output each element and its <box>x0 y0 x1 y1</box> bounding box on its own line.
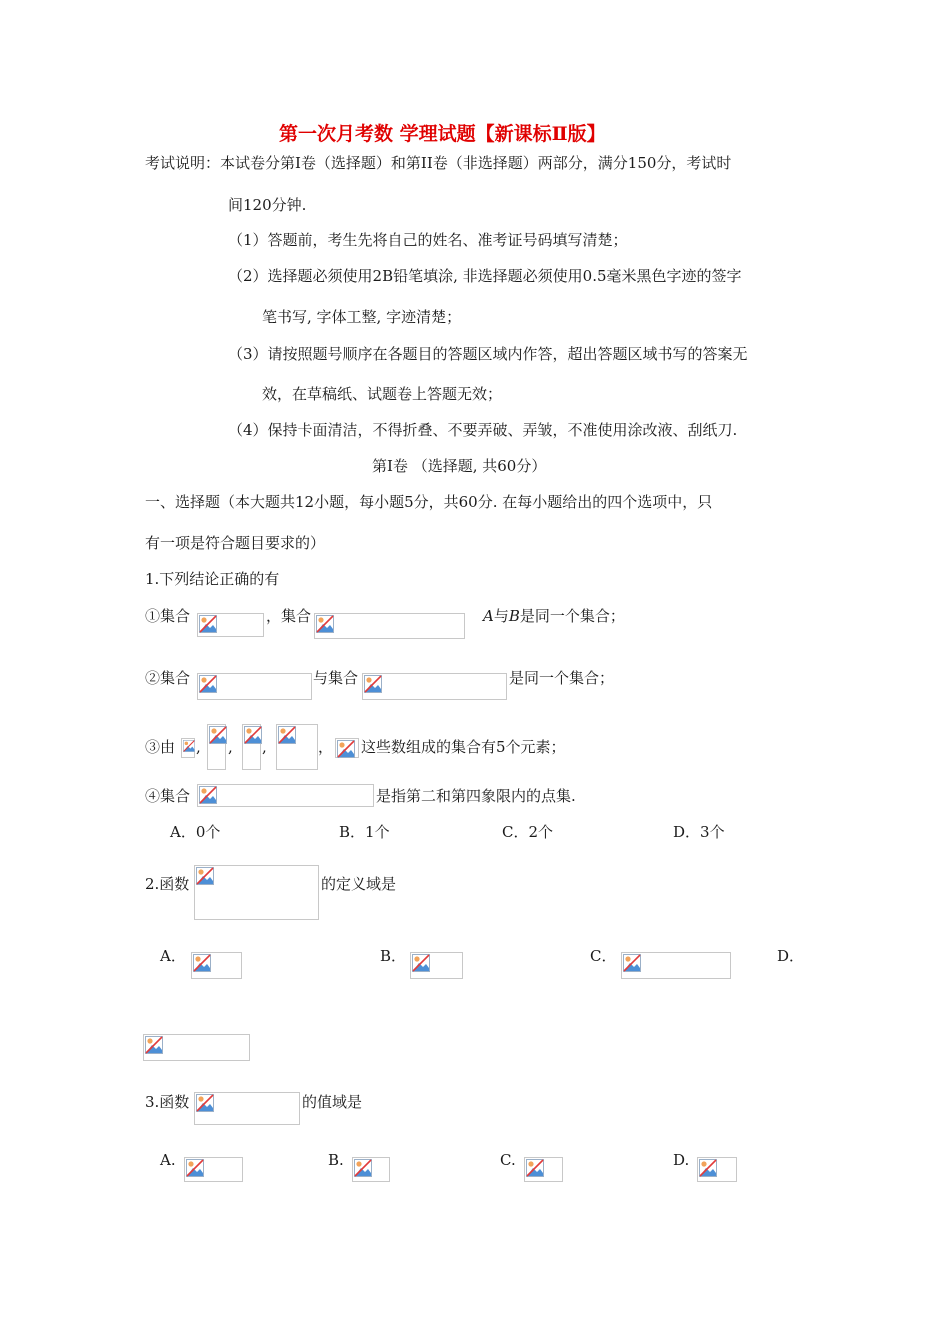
broken-image-icon <box>623 954 641 972</box>
formula-image <box>352 1157 390 1182</box>
q2-prefix: 2.函数 <box>145 875 190 893</box>
broken-image-icon <box>278 726 296 744</box>
broken-image-icon <box>183 740 195 752</box>
broken-image-icon <box>199 675 217 693</box>
page-title: 第一次月考数 学理试题【新课标Ⅱ版】 <box>279 123 606 145</box>
q1-s2-mid: 与集合 <box>313 669 359 687</box>
q1-s4-prefix: ④集合 <box>145 787 191 805</box>
broken-image-icon <box>526 1159 544 1177</box>
q2-option-a: A． <box>160 947 186 965</box>
question-1-stem: 1.下列结论正确的有 <box>145 570 280 588</box>
q3-option-b: B. <box>328 1151 344 1169</box>
broken-image-icon <box>354 1159 372 1177</box>
broken-image-icon <box>196 867 214 885</box>
formula-image <box>697 1157 737 1182</box>
formula-image <box>207 724 226 770</box>
broken-image-icon <box>196 1094 214 1112</box>
q3-suffix: 的值域是 <box>302 1093 363 1111</box>
instruction-item-2a: （2）选择题必须使用2B铅笔填涂, 非选择题必须使用0.5毫米黑色字迹的签字 <box>228 267 742 285</box>
q2-option-b: B． <box>380 947 407 965</box>
formula-image <box>524 1157 563 1182</box>
q1-s2-suffix: 是同一个集合； <box>509 669 615 687</box>
formula-image <box>197 784 374 807</box>
q3-prefix: 3.函数 <box>145 1093 190 1111</box>
q2-suffix: 的定义域是 <box>321 875 397 893</box>
formula-image <box>197 673 312 700</box>
formula-image <box>191 952 242 979</box>
broken-image-icon <box>337 740 355 758</box>
q1-s2-prefix: ②集合 <box>145 669 191 687</box>
formula-image <box>335 738 359 758</box>
formula-image <box>621 952 731 979</box>
instruction-item-1: （1）答题前，考生先将自己的姓名、准考证号码填写清楚； <box>228 231 628 249</box>
q2-option-c: C． <box>590 947 617 965</box>
instruction-item-4: （4）保持卡面清洁，不得折叠、不要弄破、弄皱，不准使用涂改液、刮纸刀. <box>228 421 738 439</box>
q1-s4-suffix: 是指第二和第四象限内的点集. <box>376 787 576 805</box>
broken-image-icon <box>145 1036 163 1054</box>
broken-image-icon <box>699 1159 717 1177</box>
formula-image <box>194 1092 300 1125</box>
broken-image-icon <box>244 726 262 744</box>
comma: ， <box>318 738 334 756</box>
section-intro-1: 一、选择题（本大题共12小题，每小题5分，共60分. 在每小题给出的四个选项中，只 <box>145 493 713 511</box>
formula-image <box>314 613 465 639</box>
formula-image <box>184 1157 243 1182</box>
broken-image-icon <box>364 675 382 693</box>
broken-image-icon <box>316 615 334 633</box>
var-b: B <box>508 607 520 625</box>
comma: , <box>228 738 233 756</box>
section-heading: 第Ⅰ卷 （选择题, 共60分） <box>372 457 547 475</box>
q1-s1-suffix: 是同一个集合； <box>519 607 625 625</box>
formula-image <box>194 865 319 920</box>
broken-image-icon <box>199 615 217 633</box>
broken-image-icon <box>193 954 211 972</box>
broken-image-icon <box>209 726 227 744</box>
formula-image <box>276 724 318 770</box>
formula-image <box>143 1034 250 1061</box>
and-word: 与 <box>493 607 509 625</box>
q1-s3-prefix: ③由 <box>145 738 176 756</box>
broken-image-icon <box>186 1159 204 1177</box>
formula-image <box>410 952 463 979</box>
formula-image <box>197 613 264 637</box>
q3-option-a: A. <box>160 1151 176 1169</box>
instruction-item-2b: 笔书写, 字体工整, 字迹清楚； <box>262 308 462 326</box>
instruction-item-3b: 效，在草稿纸、试题卷上答题无效； <box>262 385 503 403</box>
broken-image-icon <box>199 786 217 804</box>
q1-s3-suffix: 这些数组成的集合有5个元素； <box>361 738 566 756</box>
formula-image <box>181 738 195 758</box>
var-a: A <box>483 607 494 625</box>
q3-option-c: C. <box>500 1151 516 1169</box>
instruction-item-3a: （3）请按照题号顺序在各题目的答题区域内作答，超出答题区域书写的答案无 <box>228 345 748 363</box>
q1-option-c: C．2个 <box>502 823 554 841</box>
formula-image <box>362 673 507 700</box>
q1-s1-mid: ，集合 <box>266 607 312 625</box>
q3-option-d: D. <box>673 1151 690 1169</box>
q2-option-d: D． <box>777 947 805 965</box>
formula-image <box>242 724 261 770</box>
q1-option-b: B．1个 <box>339 823 390 841</box>
comma: , <box>196 738 201 756</box>
instruction-line-1: 考试说明：本试卷分第Ⅰ卷（选择题）和第II卷（非选择题）两部分，满分150分，考试时 <box>145 154 732 172</box>
broken-image-icon <box>412 954 430 972</box>
q1-option-a: A．0个 <box>170 823 221 841</box>
q1-s1-prefix: ①集合 <box>145 607 191 625</box>
instruction-line-2: 间120分钟. <box>228 196 307 214</box>
section-intro-2: 有一项是符合题目要求的） <box>145 534 326 552</box>
q1-option-d: D．3个 <box>673 823 725 841</box>
comma: , <box>262 738 267 756</box>
q1-s1-tail <box>483 606 625 626</box>
